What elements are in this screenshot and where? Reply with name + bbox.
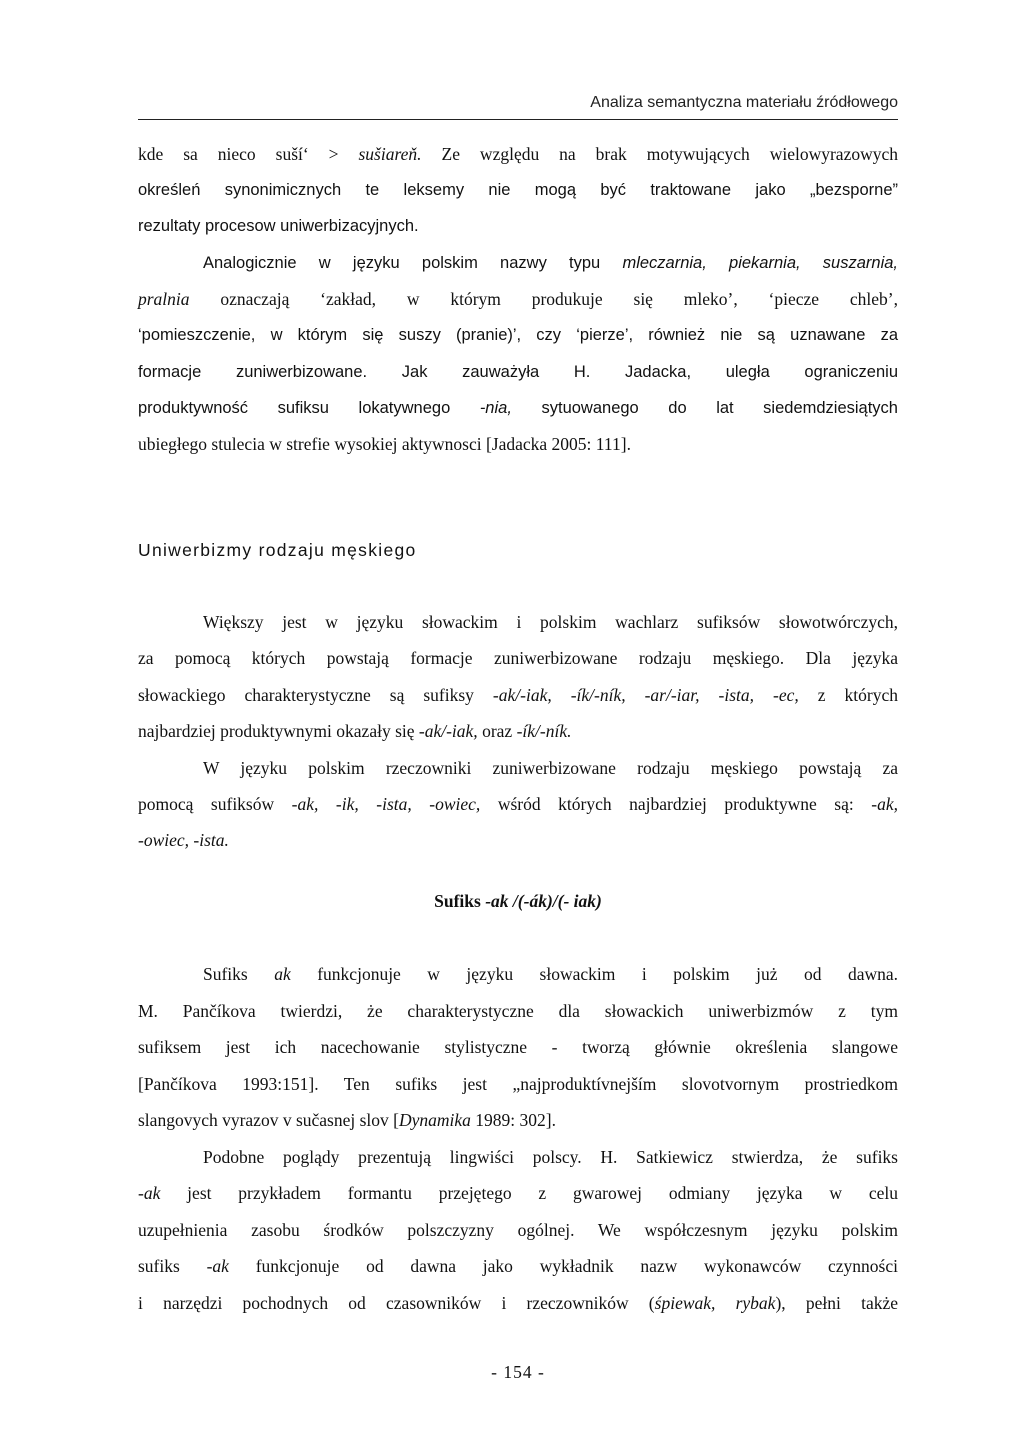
paragraph-4-line-1: W języku polskim rzeczowniki zuniwerbizowane rodzaju męskiego powstają za [203, 758, 898, 778]
section-heading: Uniwerbizmy rodzaju męskiego [138, 540, 417, 560]
paragraph-3-line-3: słowackiego charakterystyczne są sufiksy -ak/-iak, -ík/-ník, -ar/-iar, -ista, -ec, z których [138, 685, 898, 705]
italic-term: -owiec, -ista. [138, 830, 229, 850]
paragraph-4-line-2: pomocą sufiksów -ak, -ik, -ista, -owiec, wśród których najbardziej produktywne są: -ak, [138, 794, 898, 814]
paragraph-3-line-1: Większy jest w języku słowackim i polskim wachlarz sufiksów słowotwórczych, [203, 612, 898, 632]
paragraph-6-line-3: uzupełnienia zasobu środków polszczyzny ogólnej. We współczesnym języku polskim [138, 1220, 898, 1240]
paragraph-1-line-3: rezultaty procesow uniwerbizacyjnych. [138, 217, 419, 235]
italic-term: -ak/-iak, [418, 721, 478, 741]
paragraph-2-line-6: ubiegłego stulecia w strefie wysokiej aktywnosci [Jadacka 2005: 111]. [138, 434, 631, 454]
paragraph-5-line-5: slangovych vyrazov v sučasnej slov [Dynamika 1989: 302]. [138, 1110, 556, 1130]
italic-term: mleczarnia, piekarnia, suszarnia, [622, 254, 898, 272]
italic-term: sušiareň. [358, 144, 422, 164]
italic-term: -ík/-ník. [516, 721, 572, 741]
paragraph-5-line-1: Sufiks ak funkcjonuje w języku słowackim i polskim już od dawna. [203, 964, 898, 984]
paragraph-3-line-4: najbardziej produktywnymi okazały się -ak/-iak, oraz -ík/-ník. [138, 721, 572, 741]
paragraph-6-line-1: Podobne poglądy prezentują lingwiści polscy. H. Satkiewicz stwierdza, że sufiks [203, 1147, 898, 1167]
italic-term: pralnia [138, 289, 190, 309]
paragraph-1-line-2: określeń synonimicznych te leksemy nie mogą być traktowane jako „bezsporne” [138, 181, 898, 199]
paragraph-5-line-3: sufiksem jest ich nacechowanie stylistyczne - tworzą głównie określenia slangowe [138, 1037, 898, 1057]
paragraph-2-line-1: Analogicznie w języku polskim nazwy typu mleczarnia, piekarnia, suszarnia, [203, 254, 898, 272]
header-rule [138, 119, 898, 120]
running-head: Analiza semantyczna materiału źródłowego [590, 94, 898, 111]
paragraph-2-line-5: produktywność sufiksu lokatywnego -nia, sytuowanego do lat siedemdziesiątych [138, 399, 898, 417]
paragraph-6-line-5: i narzędzi pochodnych od czasowników i rzeczowników (śpiewak, rybak), pełni także [138, 1293, 899, 1313]
paragraph-6-line-4: sufiks -ak funkcjonuje od dawna jako wykładnik nazw wykonawców czynności [138, 1256, 898, 1276]
italic-term: Dynamika [398, 1110, 471, 1130]
paragraph-5-line-4: [Pančíkova 1993:151]. Ten sufiks jest „najproduktívnejším slovotvornym prostriedkom [138, 1074, 898, 1094]
italic-term: -nia, [479, 399, 512, 417]
italic-term: ak [274, 964, 291, 984]
paragraph-2-line-2: pralnia oznaczają ‘zakład, w którym produkuje się mleko’, ‘piecze chleb’, [138, 289, 898, 309]
italic-term: -ak [138, 1183, 161, 1203]
page-number: - 154 - [491, 1362, 545, 1382]
italic-term: -ak [206, 1256, 229, 1276]
paragraph-1-line-1: kde sa nieco suší‘ > sušiareň. Ze względu na brak motywujących wielowyrazowych [138, 144, 898, 164]
paragraph-2-line-4: formacje zuniwerbizowane. Jak zauważyła H. Jadacka, uległa ograniczeniu [138, 363, 898, 381]
italic-term: -ak /(-ák)/(- iak) [485, 891, 602, 911]
paragraph-6-line-2: -ak jest przykładem formantu przejętego z gwarowej odmiany języka w celu [138, 1183, 898, 1203]
paragraph-4-line-3 [138, 822, 898, 858]
subheading: Sufiks -ak /(-ák)/(- iak) [434, 891, 602, 911]
paragraph-5-line-2: M. Pančíkova twierdzi, że charakterystyczne dla słowackich uniwerbizmów z tym [138, 1001, 898, 1021]
italic-term: -ak, [871, 794, 898, 814]
italic-term: -ak/-iak, -ík/-ník, -ar/-iar, -ista, -ec, [492, 685, 799, 705]
italic-term: śpiewak, rybak [654, 1293, 776, 1313]
paragraph-3-line-2: za pomocą których powstają formacje zuniwerbizowane rodzaju męskiego. Dla języka [138, 648, 898, 668]
paragraph-2-line-3: ‘pomieszczenie, w którym się suszy (pranie)’, czy ‘pierze’, również nie są uznawane za [138, 326, 898, 344]
italic-term: -ak, -ik, -ista, -owiec, [291, 794, 481, 814]
